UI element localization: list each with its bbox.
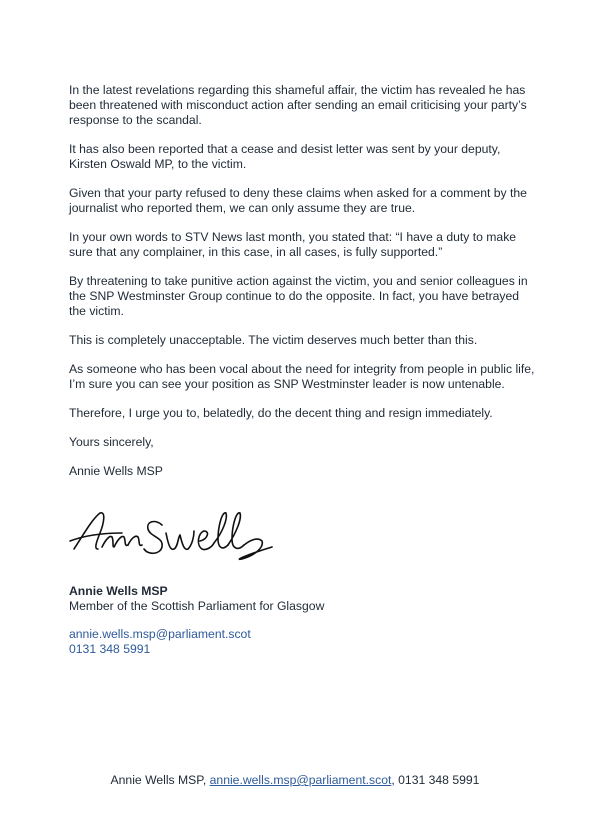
signature-block: [69, 584, 324, 614]
paragraph: This is completely unacceptable. The victim deserves much better than this.: [69, 333, 478, 347]
handwritten-signature: [66, 503, 281, 569]
closing-salutation: Yours sincerely,: [69, 435, 154, 449]
contact-phone: 0131 348 5991: [69, 642, 151, 656]
paragraph: In your own words to STV News last month, you stated that: “I have a duty to make sure that any complainer, in this case, in all cases, is fully supported.”: [69, 230, 517, 259]
letter-body: [69, 83, 539, 493]
contact-details: [69, 627, 251, 657]
signatory-role: Member of the Scottish Parliament for Glasgow: [69, 599, 325, 613]
footer-phone: , 0131 348 5991: [391, 773, 480, 787]
paragraph: In the latest revelations regarding this shameful affair, the victim has revealed he has been threatened with misconduct action after sending an email criticising your party’s response to the scandal.: [69, 83, 527, 127]
paragraph: By threatening to take punitive action against the victim, you and senior colleagues in the SNP Westminster Group continue to do the opposite. In fact, you have betrayed the victim.: [69, 274, 528, 318]
footer-name: Annie Wells MSP,: [110, 773, 210, 787]
closing-name: Annie Wells MSP: [69, 464, 163, 478]
footer-email-link[interactable]: annie.wells.msp@parliament.scot: [209, 773, 392, 787]
paragraph: Therefore, I urge you to, belatedly, do the decent thing and resign immediately.: [69, 406, 493, 420]
page-footer: [0, 773, 590, 788]
paragraph: As someone who has been vocal about the need for integrity from people in public life, I’m sure you can see your position as SNP Westminster leader is now untenable.: [69, 362, 535, 391]
signatory-name: Annie Wells MSP: [69, 584, 168, 598]
paragraph: It has also been reported that a cease and desist letter was sent by your deputy, Kirsten Oswald MP, to the victim.: [69, 142, 501, 171]
paragraph: Given that your party refused to deny these claims when asked for a comment by the journalist who reported them, we can only assume they are true.: [69, 186, 527, 215]
contact-email[interactable]: annie.wells.msp@parliament.scot: [69, 627, 251, 641]
